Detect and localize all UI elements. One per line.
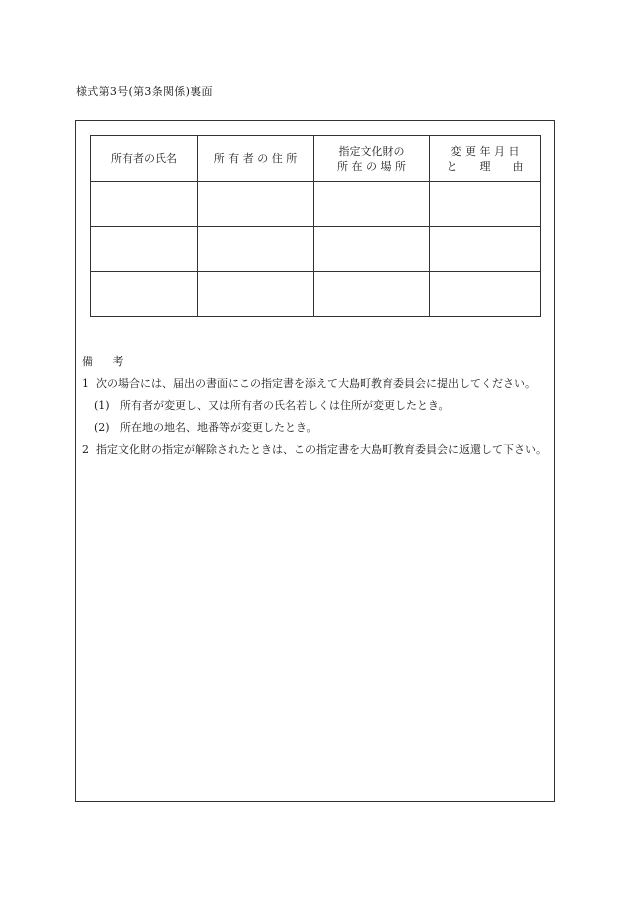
header-property-location: 指定文化財の 所 在 の 場 所 [314,136,430,182]
table-cell[interactable] [91,227,198,272]
remark-subitem [82,417,550,439]
subitem-text: 所在地の地名、地番等が変更したとき。 [120,421,318,434]
table-cell[interactable] [198,227,314,272]
header-change-date-reason: 変 更 年 月 日 と 理 由 [430,136,541,182]
table-cell[interactable] [314,272,430,317]
table-row [91,182,541,227]
table-row [91,227,541,272]
remark-subitem [82,395,550,417]
table-cell[interactable] [314,182,430,227]
table-cell[interactable] [91,182,198,227]
table-cell[interactable] [198,182,314,227]
header-owner-name: 所有者の氏名 [91,136,198,182]
table-cell[interactable] [91,272,198,317]
remark-number: 1 [82,377,89,390]
form-frame [75,120,555,802]
remark-text: 次の場合には、届出の書面にこの指定書を添えて大島町教育委員会に提出してください。 [96,377,536,390]
table-row [91,272,541,317]
remarks-section [82,351,550,461]
table-cell[interactable] [430,272,541,317]
form-title: 様式第3号(第3条関係)裏面 [76,85,213,98]
remark-text: 指定文化財の指定が解除されたときは、この指定書を大島町教育委員会に返還して下さい。 [96,443,547,456]
table-cell[interactable] [314,227,430,272]
remark-item [82,439,550,461]
table-cell[interactable] [430,182,541,227]
table-cell[interactable] [430,227,541,272]
remark-number: 2 [82,443,89,456]
table-header-row [91,136,541,182]
subitem-number: (2) [94,421,110,434]
table-cell[interactable] [198,272,314,317]
change-record-table [90,135,541,317]
subitem-number: (1) [94,399,110,412]
subitem-text: 所有者が変更し、又は所有者の氏名若しくは住所が変更したとき。 [120,399,450,412]
header-owner-address: 所 有 者 の 住 所 [198,136,314,182]
remarks-heading: 備 考 [82,355,132,368]
remark-item [82,373,550,395]
